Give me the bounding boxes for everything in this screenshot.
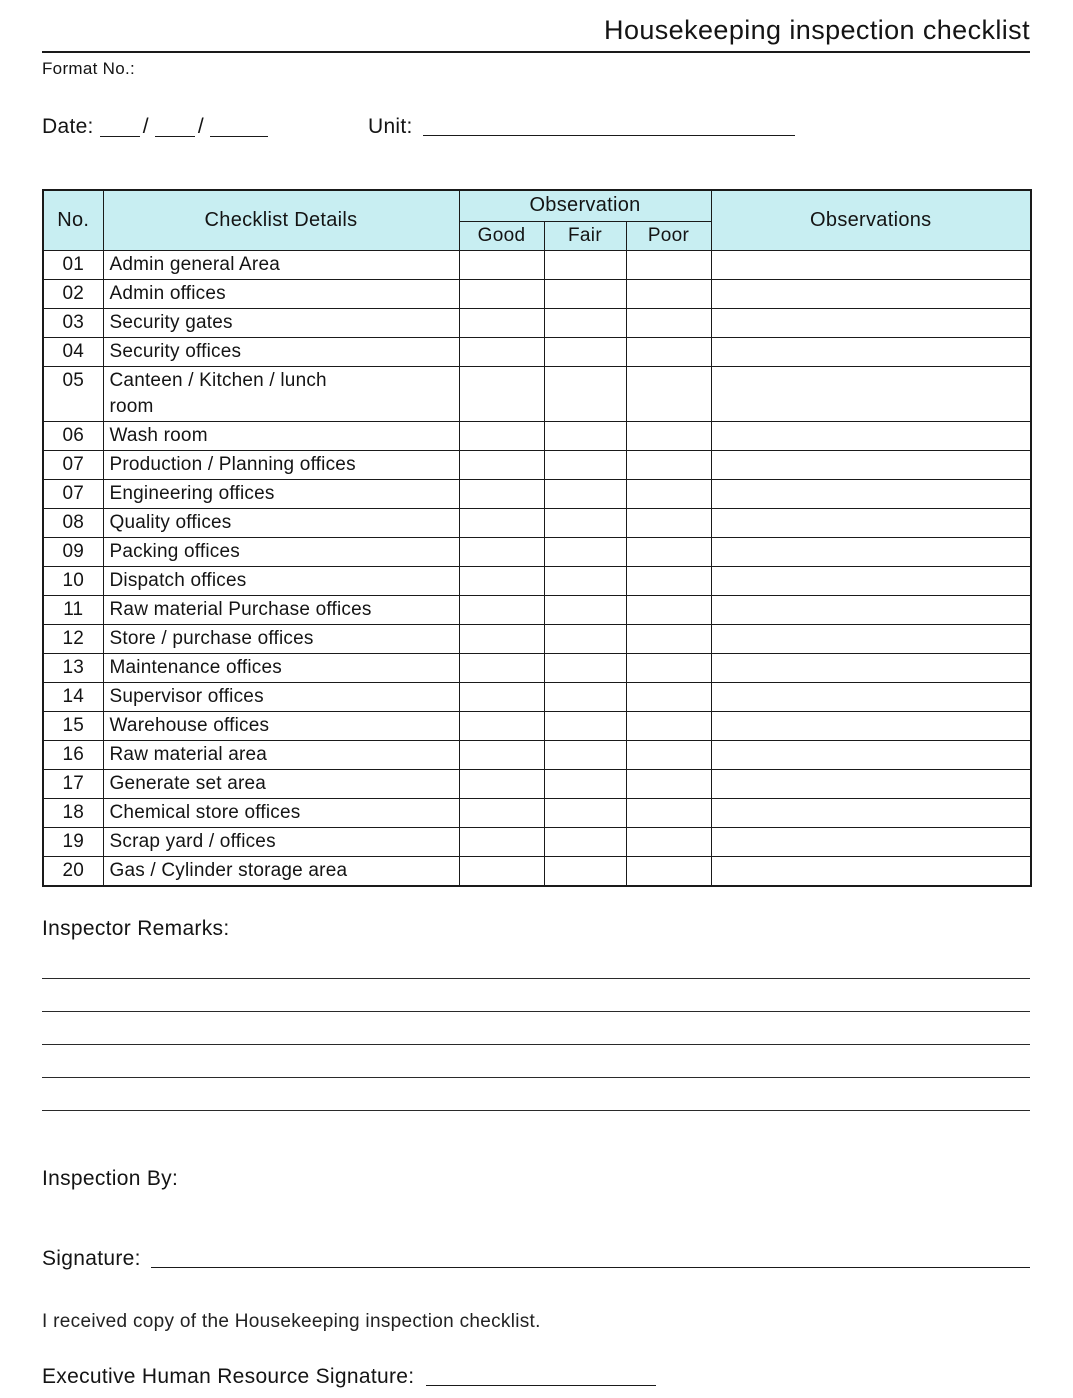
exec-hr-signature-blank	[426, 1385, 656, 1386]
row-detail	[103, 740, 459, 769]
table-row	[43, 308, 1031, 337]
row-detail-text: Security offices	[109, 340, 242, 362]
fair-cell	[544, 856, 626, 886]
date-year-blank	[210, 116, 268, 137]
poor-cell	[626, 566, 711, 595]
row-detail	[103, 566, 459, 595]
exec-hr-signature-row	[42, 1365, 1030, 1389]
observations-cell	[711, 479, 1031, 508]
row-detail-text: Gas / Cylinder storage area	[109, 859, 348, 881]
good-cell	[459, 624, 544, 653]
table-row	[43, 421, 1031, 450]
fair-cell	[544, 337, 626, 366]
row-number: 13	[43, 653, 103, 682]
row-number: 14	[43, 682, 103, 711]
good-cell	[459, 479, 544, 508]
col-header-poor: Poor	[626, 221, 711, 250]
observations-cell	[711, 827, 1031, 856]
fair-cell	[544, 827, 626, 856]
poor-cell	[626, 740, 711, 769]
remarks-line	[42, 1011, 1030, 1012]
table-row	[43, 279, 1031, 308]
format-no-label: Format No.:	[42, 59, 136, 78]
row-detail	[103, 827, 459, 856]
good-cell	[459, 740, 544, 769]
row-detail	[103, 595, 459, 624]
row-detail	[103, 711, 459, 740]
table-row	[43, 508, 1031, 537]
page-title: Housekeeping inspection checklist	[604, 15, 1030, 45]
row-detail-text: Security gates	[109, 311, 233, 333]
poor-cell	[626, 537, 711, 566]
fair-cell	[544, 595, 626, 624]
observations-cell	[711, 279, 1031, 308]
row-number: 03	[43, 308, 103, 337]
row-number: 17	[43, 769, 103, 798]
row-detail	[103, 421, 459, 450]
observations-cell	[711, 798, 1031, 827]
row-detail	[103, 366, 459, 421]
poor-cell	[626, 337, 711, 366]
row-detail-text: Scrap yard / offices	[109, 830, 276, 852]
good-cell	[459, 682, 544, 711]
observations-cell	[711, 624, 1031, 653]
row-detail-text: Admin offices	[109, 282, 226, 304]
fair-cell	[544, 653, 626, 682]
observations-cell	[711, 308, 1031, 337]
row-number: 19	[43, 827, 103, 856]
inspection-by-label: Inspection By:	[42, 1166, 179, 1190]
signature-label: Signature:	[42, 1246, 141, 1270]
exec-hr-signature-label: Executive Human Resource Signature:	[42, 1364, 415, 1388]
poor-cell	[626, 279, 711, 308]
row-detail-text: Store / purchase offices	[109, 627, 314, 649]
date-day-blank	[100, 116, 140, 137]
row-number: 16	[43, 740, 103, 769]
observations-cell	[711, 595, 1031, 624]
good-cell	[459, 337, 544, 366]
fair-cell	[544, 250, 626, 279]
row-number: 06	[43, 421, 103, 450]
row-detail	[103, 508, 459, 537]
poor-cell	[626, 450, 711, 479]
good-cell	[459, 711, 544, 740]
signature-row	[42, 1247, 1030, 1271]
poor-cell	[626, 250, 711, 279]
table-row	[43, 450, 1031, 479]
table-row	[43, 740, 1031, 769]
poor-cell	[626, 421, 711, 450]
row-detail	[103, 308, 459, 337]
row-detail	[103, 537, 459, 566]
fair-cell	[544, 769, 626, 798]
row-detail-text: Raw material area	[109, 743, 268, 765]
observations-cell	[711, 421, 1031, 450]
row-detail	[103, 682, 459, 711]
table-row	[43, 798, 1031, 827]
unit-blank	[423, 115, 795, 136]
row-detail-text: Chemical store offices	[109, 801, 301, 823]
signature-blank	[151, 1267, 1030, 1268]
table-row	[43, 653, 1031, 682]
good-cell	[459, 798, 544, 827]
poor-cell	[626, 479, 711, 508]
table-row	[43, 769, 1031, 798]
date-field	[42, 115, 268, 139]
observations-cell	[711, 508, 1031, 537]
fair-cell	[544, 421, 626, 450]
observations-cell	[711, 740, 1031, 769]
row-number: 07	[43, 450, 103, 479]
fair-cell	[544, 366, 626, 421]
row-detail-text: Generate set area	[109, 772, 267, 794]
fair-cell	[544, 537, 626, 566]
row-detail-text: Raw material Purchase offices	[109, 598, 372, 620]
row-number: 18	[43, 798, 103, 827]
row-number: 20	[43, 856, 103, 886]
poor-cell	[626, 769, 711, 798]
checklist-table-header	[43, 190, 1031, 250]
checklist-table-body	[43, 250, 1031, 886]
poor-cell	[626, 682, 711, 711]
observations-cell	[711, 366, 1031, 421]
table-row	[43, 337, 1031, 366]
row-detail	[103, 653, 459, 682]
poor-cell	[626, 508, 711, 537]
observations-cell	[711, 856, 1031, 886]
table-row	[43, 537, 1031, 566]
observations-cell	[711, 769, 1031, 798]
fair-cell	[544, 566, 626, 595]
good-cell	[459, 856, 544, 886]
col-header-observation-group: Observation	[459, 190, 711, 221]
poor-cell	[626, 653, 711, 682]
table-row	[43, 856, 1031, 886]
fair-cell	[544, 279, 626, 308]
row-detail-text: Canteen / Kitchen / lunch room	[109, 369, 327, 417]
row-detail	[103, 279, 459, 308]
row-detail	[103, 337, 459, 366]
observations-cell	[711, 250, 1031, 279]
good-cell	[459, 308, 544, 337]
good-cell	[459, 769, 544, 798]
row-number: 04	[43, 337, 103, 366]
observations-cell	[711, 450, 1031, 479]
row-detail-text: Dispatch offices	[109, 569, 247, 591]
poor-cell	[626, 595, 711, 624]
observations-cell	[711, 337, 1031, 366]
remarks-line	[42, 978, 1030, 979]
observations-cell	[711, 537, 1031, 566]
good-cell	[459, 566, 544, 595]
fair-cell	[544, 740, 626, 769]
table-row	[43, 682, 1031, 711]
table-row	[43, 479, 1031, 508]
fair-cell	[544, 798, 626, 827]
row-detail-text: Quality offices	[109, 511, 232, 533]
table-row	[43, 624, 1031, 653]
poor-cell	[626, 856, 711, 886]
good-cell	[459, 537, 544, 566]
table-row	[43, 595, 1031, 624]
row-number: 07	[43, 479, 103, 508]
row-detail	[103, 856, 459, 886]
fair-cell	[544, 308, 626, 337]
remarks-line	[42, 1077, 1030, 1078]
row-number: 12	[43, 624, 103, 653]
row-number: 10	[43, 566, 103, 595]
poor-cell	[626, 624, 711, 653]
row-detail	[103, 450, 459, 479]
row-detail-text: Packing offices	[109, 540, 240, 562]
date-separator: /	[142, 115, 149, 138]
poor-cell	[626, 827, 711, 856]
date-label: Date:	[42, 115, 94, 138]
row-detail	[103, 798, 459, 827]
row-number: 15	[43, 711, 103, 740]
good-cell	[459, 421, 544, 450]
row-number: 02	[43, 279, 103, 308]
fair-cell	[544, 450, 626, 479]
fair-cell	[544, 682, 626, 711]
row-number: 01	[43, 250, 103, 279]
inspector-remarks-label: Inspector Remarks:	[42, 916, 230, 940]
row-detail-text: Maintenance offices	[109, 656, 282, 678]
date-unit-row	[42, 115, 1030, 139]
poor-cell	[626, 308, 711, 337]
checklist-table	[42, 189, 1032, 887]
observations-cell	[711, 653, 1031, 682]
good-cell	[459, 653, 544, 682]
row-detail-text: Production / Planning offices	[109, 453, 356, 475]
col-header-details: Checklist Details	[103, 190, 459, 250]
poor-cell	[626, 711, 711, 740]
unit-label: Unit:	[367, 115, 413, 138]
row-detail	[103, 250, 459, 279]
table-row	[43, 250, 1031, 279]
col-header-good: Good	[459, 221, 544, 250]
row-detail-text: Supervisor offices	[109, 685, 264, 707]
row-detail-text: Engineering offices	[109, 482, 275, 504]
unit-field	[368, 115, 1030, 139]
good-cell	[459, 450, 544, 479]
remarks-line	[42, 1110, 1030, 1111]
poor-cell	[626, 366, 711, 421]
row-number: 09	[43, 537, 103, 566]
table-row	[43, 827, 1031, 856]
date-month-blank	[155, 116, 195, 137]
fair-cell	[544, 508, 626, 537]
col-header-no: No.	[43, 190, 103, 250]
row-detail-text: Warehouse offices	[109, 714, 270, 736]
row-detail	[103, 769, 459, 798]
good-cell	[459, 595, 544, 624]
row-detail-text: Admin general Area	[109, 253, 280, 275]
row-detail	[103, 479, 459, 508]
good-cell	[459, 827, 544, 856]
fair-cell	[544, 711, 626, 740]
inspector-remarks-lines	[42, 978, 1030, 1111]
poor-cell	[626, 798, 711, 827]
document-header	[42, 14, 1030, 53]
received-copy-text: I received copy of the Housekeeping inspection checklist.	[42, 1310, 541, 1332]
col-header-fair: Fair	[544, 221, 626, 250]
fair-cell	[544, 624, 626, 653]
col-header-observations: Observations	[711, 190, 1031, 250]
observations-cell	[711, 566, 1031, 595]
remarks-line	[42, 1044, 1030, 1045]
row-number: 05	[43, 366, 103, 421]
table-row	[43, 366, 1031, 421]
observations-cell	[711, 682, 1031, 711]
row-detail-text: Wash room	[109, 424, 208, 446]
good-cell	[459, 250, 544, 279]
observations-cell	[711, 711, 1031, 740]
good-cell	[459, 508, 544, 537]
good-cell	[459, 279, 544, 308]
good-cell	[459, 366, 544, 421]
table-row	[43, 566, 1031, 595]
fair-cell	[544, 479, 626, 508]
row-number: 08	[43, 508, 103, 537]
table-row	[43, 711, 1031, 740]
row-number: 11	[43, 595, 103, 624]
row-detail	[103, 624, 459, 653]
date-separator: /	[197, 115, 204, 138]
